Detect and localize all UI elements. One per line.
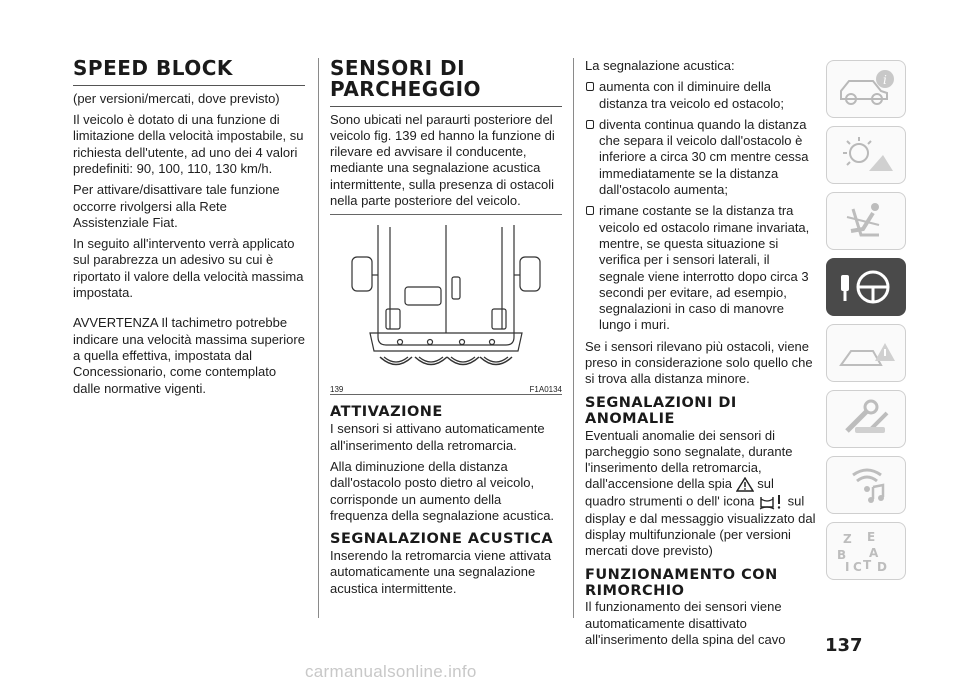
bullet-item — [585, 117, 817, 198]
activation-text-1: I sensori si attivano automaticamente all'inserimento della retromarcia. — [330, 421, 545, 453]
svg-text:T: T — [863, 558, 872, 572]
activation-heading: ATTIVAZIONE — [330, 404, 443, 421]
tab-car-info[interactable] — [826, 60, 906, 118]
parking-sensors-text: Sono ubicati nel paraurti posteriore del veicolo fig. 139 ed hanno la funzione di rilevare ed avvisare il conducente, mediante una segnalazione acustica intermittente, sulla presenza di ostacoli nella parte posteriore del veicolo. — [330, 111, 555, 209]
parking-sensor-fault-icon — [758, 493, 784, 511]
road-warning-icon — [833, 331, 899, 375]
tab-warning-lights[interactable] — [826, 126, 906, 184]
parking-sensors-heading: SENSORI DI PARCHEGGIO — [330, 56, 482, 101]
figure-number: 139 — [330, 385, 344, 395]
svg-text:A: A — [869, 546, 879, 560]
tab-alphabet-index[interactable] — [826, 522, 906, 580]
trailer-heading: FUNZIONAMENTO CON RIMORCHIO — [585, 566, 778, 599]
svg-text:E: E — [867, 530, 876, 544]
page-number: 137 — [825, 635, 863, 656]
anomalies-text-part-1: Eventuali anomalie dei sensori di parcheggio sono segnalate, durante l'inserimento della retromarcia, dall'accensione della spia — [585, 427, 793, 492]
car-info-icon — [833, 67, 899, 111]
speed-block-heading: SPEED BLOCK — [73, 56, 233, 80]
anomalies-text-part-2: sul quadro strumenti o dell' icona — [585, 476, 774, 509]
column-divider-2 — [573, 58, 574, 618]
column-parking-sensors — [330, 58, 562, 602]
steering-wheel-key-icon — [833, 265, 899, 309]
acoustic-signal-text: Inserendo la retromarcia viene attivata automaticamente una segnalazione acustica intermittente. — [330, 548, 552, 596]
tab-airbag-seat[interactable] — [826, 192, 906, 250]
bullet-item — [585, 79, 817, 112]
tools-icon — [833, 397, 899, 441]
chapter-tabs — [826, 60, 908, 588]
van-rear-figure — [330, 217, 562, 379]
svg-text:i: i — [883, 73, 887, 87]
bullet-item — [585, 203, 817, 333]
tab-tools[interactable] — [826, 390, 906, 448]
acoustic-signal-intro: La segnalazione acustica: — [585, 58, 735, 73]
bullet-text: aumenta con il diminuire della distanza tra veicolo ed ostacolo; — [599, 79, 784, 111]
airbag-seat-icon — [833, 199, 899, 243]
activation-text-2: Alla diminuzione della distanza dall'ostacolo posto dietro al veicolo, corrisponde un aumento della frequenza della segnalazione acustica. — [330, 458, 555, 523]
anomalies-text-part-3: sul display e dal messaggio visualizzato dal display multifunzionale (per versioni mercati dove previsto) — [585, 493, 816, 559]
speed-block-text-2: Per attivare/disattivare tale funzione occorre rivolgersi alla Rete Assistenziale Fiat. — [73, 182, 280, 230]
trailer-text: Il funzionamento dei sensori viene automaticamente disattivato all'inserimento della spina del cavo — [585, 599, 786, 648]
speed-block-note: (per versioni/mercati, dove previsto) — [73, 90, 280, 106]
speed-block-warning: AVVERTENZA Il tachimetro potrebbe indicare una velocità massima superiore a quella effettiva, impostata dal Concessionario, come contemplato dalle normative vigenti. — [73, 315, 305, 396]
alphabet-index-icon — [833, 529, 899, 573]
tab-steering-wheel[interactable] — [826, 258, 906, 316]
speed-block-text-1: Il veicolo è dotato di una funzione di limitazione della velocità impostabile, su richiesta dell'utente, ad uno dei 4 valori predefiniti: 90, 100, 110, 130 km/h. — [73, 112, 304, 176]
multiple-obstacles-text: Se i sensori rilevano più ostacoli, viene preso in considerazione solo quello che si trova alla distanza minore. — [585, 338, 813, 387]
figure-bottom-rule — [330, 394, 562, 395]
speed-block-text-3: In seguito all'intervento verrà applicato sul parabrezza un adesivo su cui è riportato il valore della velocità massima impostata. — [73, 236, 304, 301]
watermark: carmanualsonline.info — [305, 662, 477, 681]
anomalies-text — [585, 428, 817, 560]
bullet-box-icon — [586, 206, 594, 215]
column-divider-1 — [318, 58, 319, 618]
svg-text:D: D — [877, 560, 887, 573]
bullet-box-icon — [586, 82, 594, 91]
svg-text:I: I — [845, 560, 850, 573]
warning-lights-icon — [833, 133, 899, 177]
heading-rule — [73, 85, 305, 86]
bullet-box-icon — [586, 120, 594, 129]
anomalies-heading: SEGNALAZIONI DI ANOMALIE — [585, 394, 737, 427]
multimedia-icon — [833, 463, 899, 507]
svg-text:B: B — [837, 548, 847, 562]
svg-text:Z: Z — [843, 532, 852, 546]
acoustic-signal-heading: SEGNALAZIONE ACUSTICA — [330, 531, 554, 548]
figure-top-rule — [330, 214, 562, 215]
bullet-text: diventa continua quando la distanza che separa il veicolo dall'ostacolo è inferiore a circa 30 cm mentre cessa immediatamente se la distanza dall'ostacolo aumenta; — [599, 116, 809, 198]
tab-road-warning[interactable] — [826, 324, 906, 382]
figure-caption — [330, 385, 562, 394]
svg-text:C: C — [853, 560, 862, 573]
heading-rule — [330, 106, 562, 107]
column-speed-block — [73, 58, 305, 402]
warning-triangle-icon — [736, 477, 754, 492]
bullet-text: rimane costante se la distanza tra veicolo ed ostacolo rimane invariata, mentre, se questa situazione si verifica per i sensori laterali, il segnale viene interrotto dopo circa 3 secondi per evitare, ad esempio, segnalazioni in caso di manovre lungo i muri. — [599, 203, 810, 333]
figure-code: F1A0134 — [529, 385, 562, 395]
tab-multimedia[interactable] — [826, 456, 906, 514]
column-signals — [585, 58, 817, 653]
